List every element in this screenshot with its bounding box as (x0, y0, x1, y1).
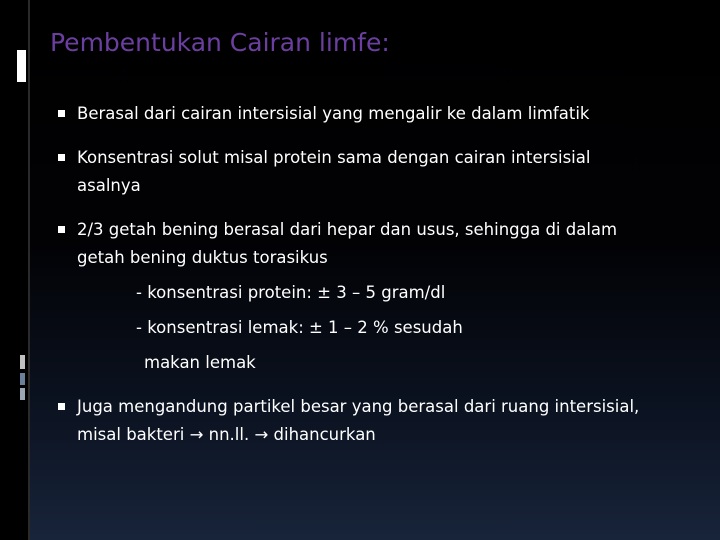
slide-content (58, 100, 708, 465)
decor-square-gray (20, 355, 25, 369)
bullet-square-icon (58, 403, 65, 410)
bullet-line: asalnya (77, 176, 141, 195)
bullet-item (58, 144, 708, 200)
sub-line: - konsentrasi protein: ± 3 – 5 gram/dl (136, 283, 446, 302)
bullet-item (58, 393, 708, 449)
bullet-line: Berasal dari cairan intersisial yang mengalir ke dalam limfatik (77, 104, 590, 123)
bullet-line: misal bakteri → nn.ll. → dihancurkan (77, 425, 376, 444)
sub-line: - konsentrasi lemak: ± 1 – 2 % sesudah (136, 318, 463, 337)
bullet-item (58, 216, 708, 377)
left-divider-line (28, 0, 30, 540)
bullet-line: getah bening duktus torasikus (77, 248, 328, 267)
slide-title: Pembentukan Cairan limfe: (50, 28, 390, 57)
bullet-line: 2/3 getah bening berasal dari hepar dan usus, sehingga di dalam (77, 220, 618, 239)
bullet-square-icon (58, 154, 65, 161)
bullet-item (58, 100, 708, 128)
decor-square-blue (20, 373, 25, 385)
decor-square-slate (20, 388, 25, 400)
bullet-line: Juga mengandung partikel besar yang berasal dari ruang intersisial, (77, 397, 640, 416)
bullet-line: Konsentrasi solut misal protein sama dengan cairan intersisial (77, 148, 591, 167)
decor-square-white (17, 50, 26, 82)
sub-line: makan lemak (144, 353, 256, 372)
bullet-square-icon (58, 226, 65, 233)
bullet-square-icon (58, 110, 65, 117)
